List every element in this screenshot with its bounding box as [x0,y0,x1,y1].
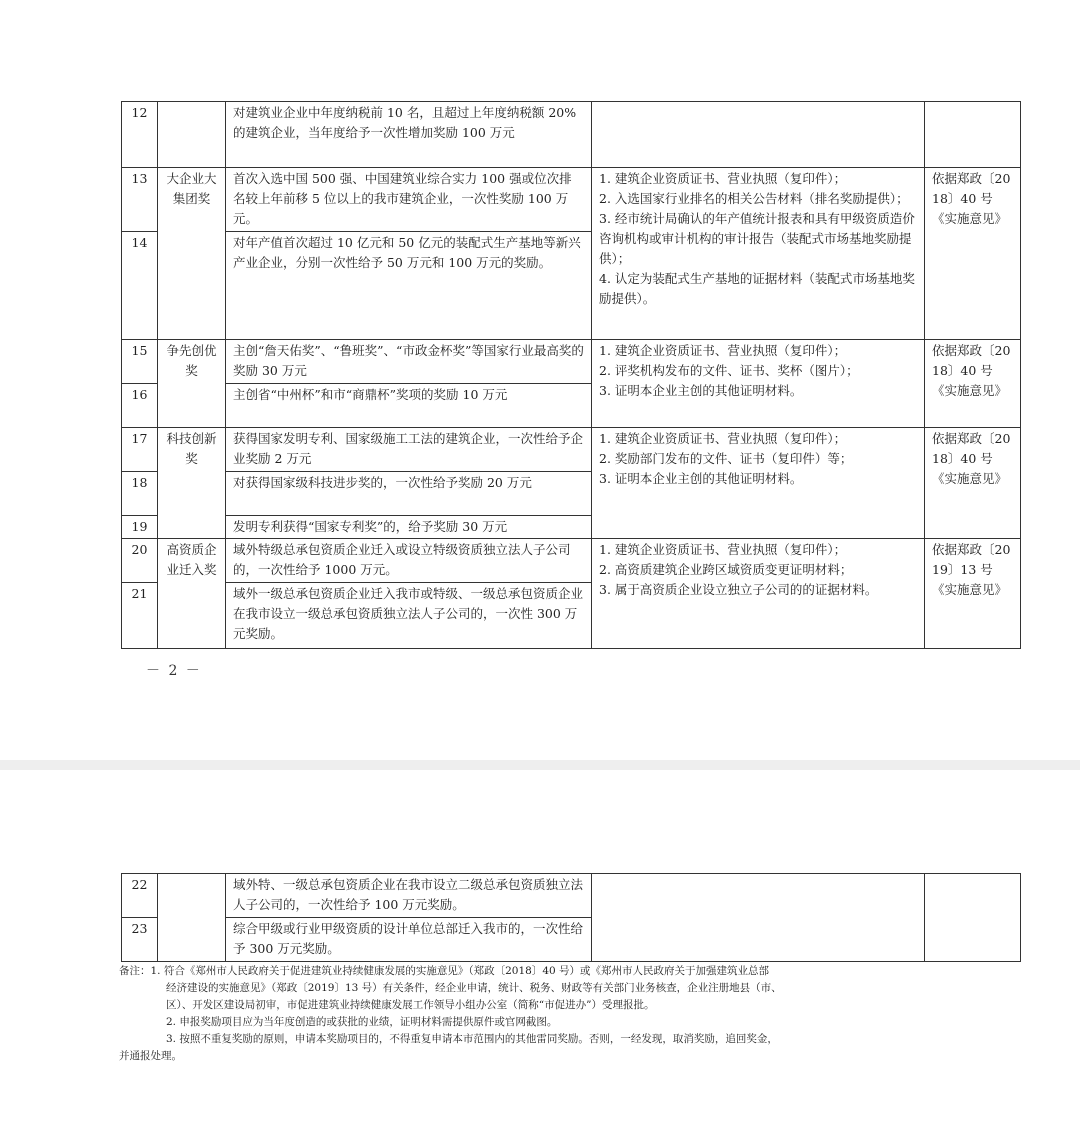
rewards-table-page-2 [121,873,1021,962]
note-1-line-1: 备注：1. 符合《郑州市人民政府关于促进建筑业持续健康发展的实施意见》（郑政〔2018〕40 号）或《郑州市人民政府关于加强建筑业总部 [119,965,770,977]
row-number: 20 [122,539,158,583]
basis-cell [925,102,1021,168]
table-row [122,874,1021,918]
basis-cell: 依据郑政〔2018〕40 号《实施意见》 [925,340,1021,428]
reward-description: 主创“詹天佑奖”、“鲁班奖”、“市政金杯奖”等国家行业最高奖的奖励 30 万元 [226,340,592,384]
basis-cell: 依据郑政〔2018〕40 号《实施意见》 [925,428,1021,539]
category-cell [158,102,226,168]
materials-cell: 1. 建筑企业资质证书、营业执照（复印件）； 2. 高资质建筑企业跨区域资质变更证明材料； 3. 属于高资质企业设立独立子公司的的证据材料。 [592,539,925,649]
materials-cell: 1. 建筑企业资质证书、营业执照（复印件）； 2. 入选国家行业排名的相关公告材料（排名奖励提供）； 3. 经市统计局确认的年产值统计报表和具有甲级资质造价咨询机构或审计机构的审计报告（装配式市场基地奖励提供）； 4. 认定为装配式生产基地的证据材料（装配式市场基地奖励提供）。 [592,168,925,340]
category-cell: 高资质企业迁入奖 [158,539,226,649]
category-cell: 争先创优奖 [158,340,226,428]
row-number: 14 [122,232,158,340]
note-1-line-2: 经济建设的实施意见》（郑政〔2019〕13 号）有关条件，经企业申请，统计、税务、财政等有关部门业务核查，企业注册地县（市、 [166,982,782,994]
table-row [122,539,1021,583]
row-number: 22 [122,874,158,918]
table-row [122,168,1021,232]
notes-section [119,963,989,1065]
reward-description: 对获得国家级科技进步奖的，一次性给予奖励 20 万元 [226,472,592,516]
table-row [122,340,1021,384]
rewards-table-page-1 [121,101,1021,649]
row-number: 15 [122,340,158,384]
row-number: 12 [122,102,158,168]
basis-cell: 依据郑政〔2018〕40 号《实施意见》 [925,168,1021,340]
materials-cell: 1. 建筑企业资质证书、营业执照（复印件）； 2. 评奖机构发布的文件、证书、奖杯（图片）； 3. 证明本企业主创的其他证明材料。 [592,340,925,428]
row-number: 13 [122,168,158,232]
reward-description: 获得国家发明专利、国家级施工工法的建筑企业，一次性给予企业奖励 2 万元 [226,428,592,472]
materials-cell [592,874,925,962]
page-number: － 2 － [146,663,202,679]
reward-description: 对建筑业企业中年度纳税前 10 名，且超过上年度纳税额 20%的建筑企业，当年度给予一次性增加奖励 100 万元 [226,102,592,168]
document-page-2 [0,770,1080,1133]
materials-cell: 1. 建筑企业资质证书、营业执照（复印件）； 2. 奖励部门发布的文件、证书（复印件）等； 3. 证明本企业主创的其他证明材料。 [592,428,925,539]
reward-description: 域外特、一级总承包资质企业在我市设立二级总承包资质独立法人子公司的，一次性给予 100 万元奖励。 [226,874,592,918]
category-cell: 科技创新奖 [158,428,226,539]
reward-description: 对年产值首次超过 10 亿元和 50 亿元的装配式生产基地等新兴产业企业，分别一次性给予 50 万元和 100 万元的奖励。 [226,232,592,340]
reward-description: 发明专利获得“国家专利奖”的，给予奖励 30 万元 [226,516,592,539]
page-separator [0,760,1080,770]
reward-description: 域外特级总承包资质企业迁入或设立特级资质独立法人子公司的，一次性给予 1000 万元。 [226,539,592,583]
materials-cell [592,102,925,168]
category-cell [158,874,226,962]
basis-cell [925,874,1021,962]
table-row [122,428,1021,472]
row-number: 23 [122,918,158,962]
note-3-line-2: 并通报处理。 [119,1050,182,1062]
row-number: 17 [122,428,158,472]
note-2: 2. 申报奖励项目应为当年度创造的或获批的业绩，证明材料需提供原件或官网截图。 [166,1016,558,1028]
reward-description: 首次入选中国 500 强、中国建筑业综合实力 100 强或位次排名较上年前移 5 位以上的我市建筑企业，一次性奖励 100 万元。 [226,168,592,232]
row-number: 18 [122,472,158,516]
note-3-line-1: 3. 按照不重复奖励的原则，申请本奖励项目的，不得重复申请本市范围内的其他雷同奖励。否则，一经发现，取消奖励，追回奖金， [166,1033,778,1045]
row-number: 19 [122,516,158,539]
reward-description: 综合甲级或行业甲级资质的设计单位总部迁入我市的，一次性给予 300 万元奖励。 [226,918,592,962]
reward-description: 主创省“中州杯”和市“商鼎杯”奖项的奖励 10 万元 [226,384,592,428]
row-number: 16 [122,384,158,428]
basis-cell: 依据郑政〔2019〕13 号《实施意见》 [925,539,1021,649]
reward-description: 域外一级总承包资质企业迁入我市或特级、一级总承包资质企业在我市设立一级总承包资质独立法人子公司的，一次性 300 万元奖励。 [226,583,592,649]
category-cell: 大企业大集团奖 [158,168,226,340]
table-row [122,102,1021,168]
row-number: 21 [122,583,158,649]
note-1-line-3: 区）、开发区建设局初审，市促进建筑业持续健康发展工作领导小组办公室（简称“市促进办”）受理报批。 [166,999,655,1011]
